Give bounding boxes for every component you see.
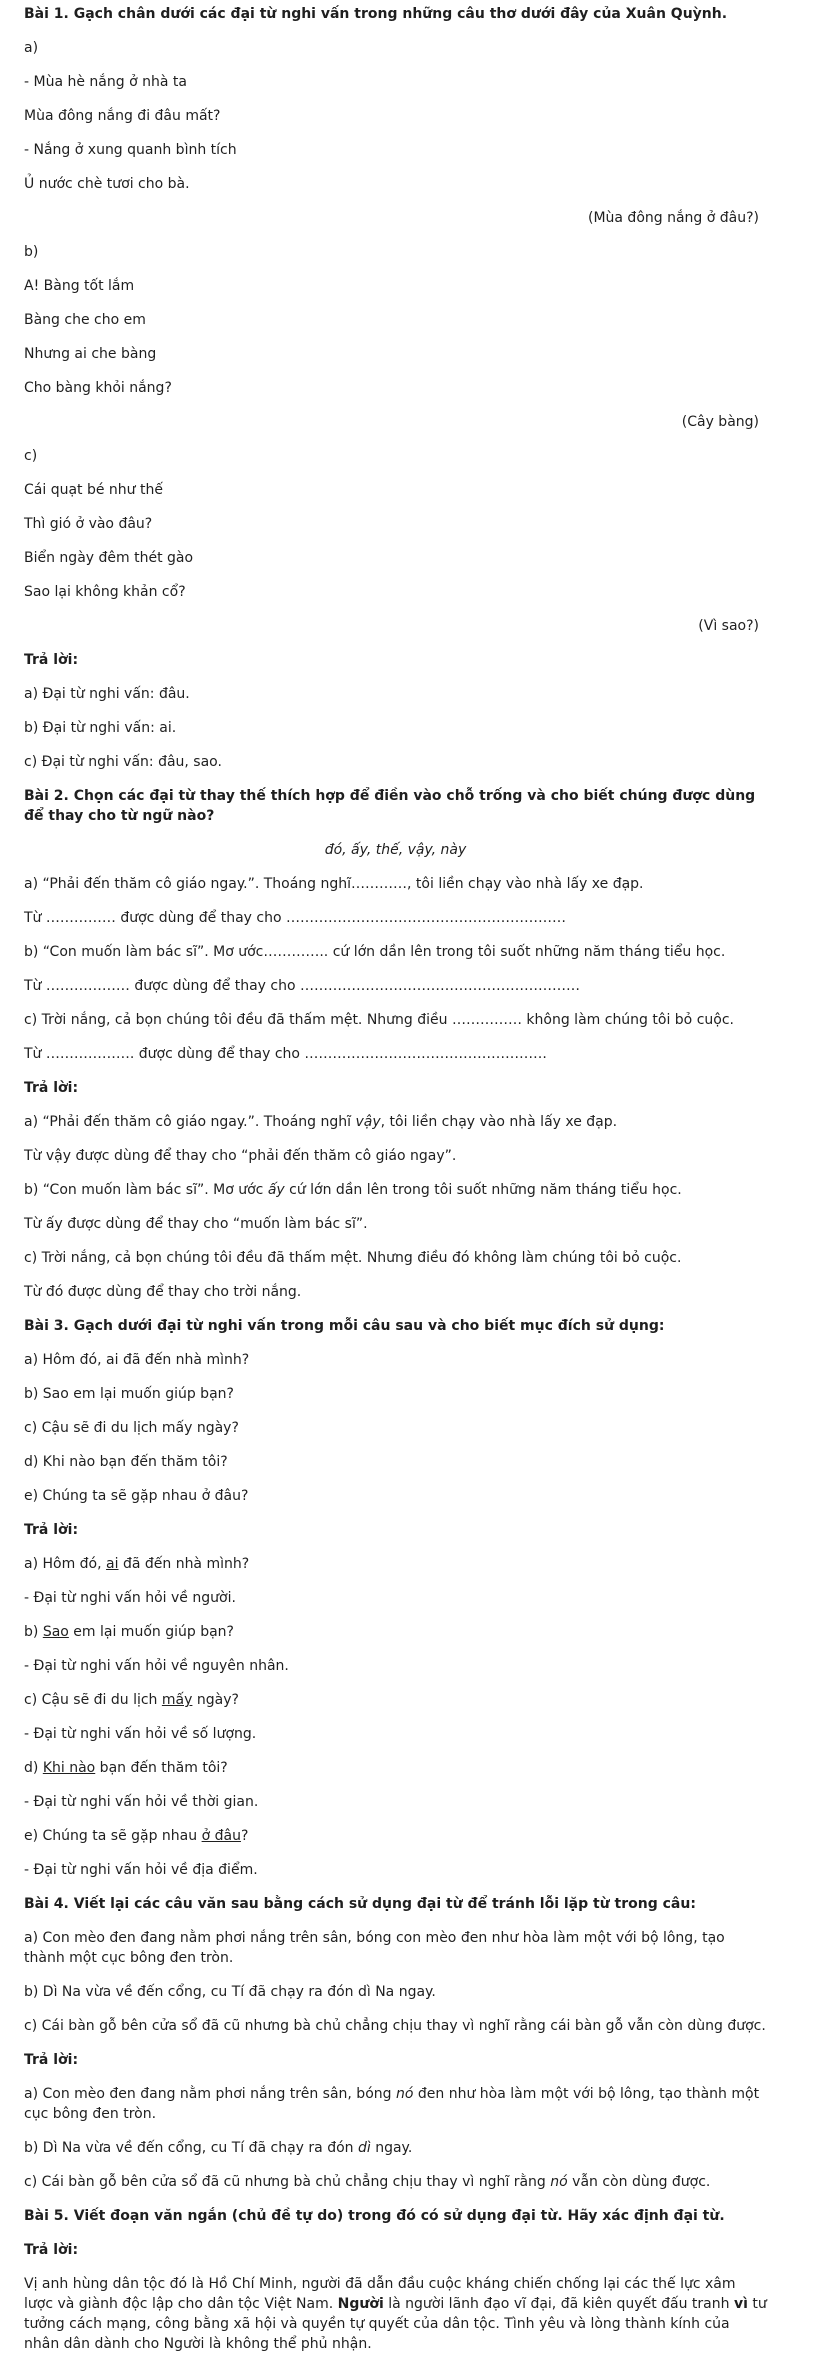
poem-line: Nhưng ai che bàng bbox=[24, 346, 157, 362]
poem-line: - Mùa hè nắng ở nhà ta bbox=[24, 74, 187, 90]
answer-line: a) Đại từ nghi vấn: đâu. bbox=[24, 686, 190, 702]
answer-text: b) “Con muốn làm bác sĩ”. Mơ ước bbox=[24, 1182, 268, 1198]
bai5-title: Bài 5. Viết đoạn văn ngắn (chủ đề tự do) trong đó có sử dụng đại từ. Hãy xác định đại từ. bbox=[24, 2208, 725, 2224]
answer-line: Từ vậy được dùng để thay cho “phải đến thăm cô giáo ngay”. bbox=[24, 1148, 457, 1164]
answer-pronoun: dì bbox=[357, 2140, 371, 2156]
answer-line bbox=[24, 2138, 767, 2158]
answer-line bbox=[24, 1112, 767, 1132]
answer-text: b) bbox=[24, 1624, 43, 1640]
answer-text: e) Chúng ta sẽ gặp nhau bbox=[24, 1828, 202, 1844]
bold-pronoun: Người bbox=[337, 2296, 384, 2312]
answer-line: c) Trời nắng, cả bọn chúng tôi đều đã thấm mệt. Nhưng điều đó không làm chúng tôi bỏ cuộc. bbox=[24, 1250, 682, 1266]
poem-source: (Mùa đông nắng ở đâu?) bbox=[587, 210, 759, 226]
bai1-part-a-label: a) bbox=[24, 40, 39, 56]
answer-text: Vị anh hùng dân tộc đó là Hồ Chí Minh, người đã dẫn đầu cuộc kháng chiến chống lại các thế lực xâm lược và giành độc lập cho dân tộc Việt Nam. bbox=[24, 2276, 736, 2312]
question-line: a) Con mèo đen đang nằm phơi nắng trên sân, bóng con mèo đen như hòa làm một với bộ lông, tạo thành một cục bông đen tròn. bbox=[24, 1930, 725, 1966]
question-line: d) Khi nào bạn đến thăm tôi? bbox=[24, 1454, 228, 1470]
question-line: a) Hôm đó, ai đã đến nhà mình? bbox=[24, 1352, 250, 1368]
bai4-title: Bài 4. Viết lại các câu văn sau bằng cách sử dụng đại từ để tránh lỗi lặp từ trong câu: bbox=[24, 1896, 696, 1912]
answer-label: Trả lời: bbox=[24, 652, 79, 668]
bai1-part-b-label: b) bbox=[24, 244, 39, 260]
question-line: a) “Phải đến thăm cô giáo ngay.”. Thoáng nghĩ…………, tôi liền chạy vào nhà lấy xe đạp. bbox=[24, 876, 644, 892]
answer-label: Trả lời: bbox=[24, 1522, 79, 1538]
question-line: Từ ……………… được dùng để thay cho …………………………………………………… bbox=[24, 978, 580, 994]
poem-line: Mùa đông nắng đi đâu mất? bbox=[24, 108, 221, 124]
bai3-title: Bài 3. Gạch dưới đại từ nghi vấn trong mỗi câu sau và cho biết mục đích sử dụng: bbox=[24, 1318, 665, 1334]
answer-label: Trả lời: bbox=[24, 2242, 79, 2258]
answer-text: a) Con mèo đen đang nằm phơi nắng trên sân, bóng bbox=[24, 2086, 396, 2102]
underlined-pronoun: ai bbox=[106, 1556, 119, 1572]
answer-pronoun: nó bbox=[550, 2174, 568, 2190]
answer-note: - Đại từ nghi vấn hỏi về địa điểm. bbox=[24, 1862, 258, 1878]
answer-line: Từ ấy được dùng để thay cho “muốn làm bác sĩ”. bbox=[24, 1216, 368, 1232]
answer-label: Trả lời: bbox=[24, 1080, 79, 1096]
question-line: Từ …………… được dùng để thay cho …………………………………………………… bbox=[24, 910, 566, 926]
answer-line: c) Đại từ nghi vấn: đâu, sao. bbox=[24, 754, 222, 770]
answer-line bbox=[24, 1180, 767, 1200]
question-line: e) Chúng ta sẽ gặp nhau ở đâu? bbox=[24, 1488, 249, 1504]
bai1-title: Bài 1. Gạch chân dưới các đại từ nghi vấn trong những câu thơ dưới đây của Xuân Quỳnh. bbox=[24, 6, 728, 22]
question-line: c) Cậu sẽ đi du lịch mấy ngày? bbox=[24, 1420, 239, 1436]
answer-text: a) “Phải đến thăm cô giáo ngay.”. Thoáng nghĩ bbox=[24, 1114, 356, 1130]
answer-text: đen như hòa làm một với bộ lông, tạo thành một cục bông đen tròn. bbox=[24, 2086, 760, 2122]
underlined-pronoun: mấy bbox=[161, 1692, 193, 1708]
poem-line: Biển ngày đêm thét gào bbox=[24, 550, 194, 566]
poem-line: A! Bàng tốt lắm bbox=[24, 278, 135, 294]
answer-pronoun: ấy bbox=[267, 1182, 285, 1198]
bai2-title: Bài 2. Chọn các đại từ thay thế thích hợp để điền vào chỗ trống và cho biết chúng được dùng để thay cho từ ngữ nào? bbox=[24, 788, 756, 824]
answer-text: bạn đến thăm tôi? bbox=[95, 1760, 228, 1776]
underlined-pronoun: ở đâu bbox=[201, 1828, 241, 1844]
answer-line: b) Đại từ nghi vấn: ai. bbox=[24, 720, 177, 736]
bai1-part-c-label: c) bbox=[24, 448, 38, 464]
poem-line: Cái quạt bé như thế bbox=[24, 482, 163, 498]
answer-note: - Đại từ nghi vấn hỏi về nguyên nhân. bbox=[24, 1658, 289, 1674]
answer-note: - Đại từ nghi vấn hỏi về thời gian. bbox=[24, 1794, 259, 1810]
underlined-pronoun: Khi nào bbox=[42, 1760, 96, 1776]
question-line: c) Trời nắng, cả bọn chúng tôi đều đã thấm mệt. Nhưng điều …………… không làm chúng tôi bỏ cuộc. bbox=[24, 1012, 734, 1028]
answer-pronoun: nó bbox=[395, 2086, 414, 2102]
answer-line bbox=[24, 2172, 767, 2192]
bold-pronoun: vì bbox=[733, 2296, 748, 2312]
poem-line: Sao lại không khản cổ? bbox=[24, 584, 186, 600]
answer-text: b) Dì Na vừa về đến cổng, cu Tí đã chạy ra đón bbox=[24, 2140, 358, 2156]
question-line: b) “Con muốn làm bác sĩ”. Mơ ước………….. cứ lớn dần lên trong tôi suốt những năm tháng tiểu học. bbox=[24, 944, 726, 960]
answer-line: Từ đó được dùng để thay cho trời nắng. bbox=[24, 1284, 302, 1300]
answer-label: Trả lời: bbox=[24, 2052, 79, 2068]
answer-text: c) Cậu sẽ đi du lịch bbox=[24, 1692, 162, 1708]
answer-text: a) Hôm đó, bbox=[24, 1556, 107, 1572]
word-bank: đó, ấy, thế, vậy, này bbox=[324, 842, 467, 858]
answer-text: là người lãnh đạo vĩ đại, đã kiên quyết đấu tranh bbox=[383, 2296, 734, 2312]
poem-line: Bàng che cho em bbox=[24, 312, 146, 328]
question-line: b) Dì Na vừa về đến cổng, cu Tí đã chạy ra đón dì Na ngay. bbox=[24, 1984, 436, 2000]
answer-text: c) Cái bàn gỗ bên cửa sổ đã cũ nhưng bà chủ chẳng chịu thay vì nghĩ rằng bbox=[24, 2174, 551, 2190]
answer-line bbox=[24, 1554, 767, 1574]
poem-source: (Vì sao?) bbox=[698, 618, 759, 634]
answer-note: - Đại từ nghi vấn hỏi về người. bbox=[24, 1590, 236, 1606]
answer-line bbox=[24, 1758, 767, 1778]
answer-text: em lại muốn giúp bạn? bbox=[68, 1624, 234, 1640]
answer-text: vẫn còn dùng được. bbox=[567, 2174, 711, 2190]
answer-text: , tôi liền chạy vào nhà lấy xe đạp. bbox=[380, 1114, 618, 1130]
answer-text: d) bbox=[24, 1760, 43, 1776]
answer-text: ngày? bbox=[192, 1692, 239, 1708]
answer-line bbox=[24, 1826, 767, 1846]
poem-source: (Cây bàng) bbox=[681, 414, 759, 430]
poem-line: Thì gió ở vào đâu? bbox=[24, 516, 153, 532]
underlined-pronoun: Sao bbox=[42, 1624, 69, 1640]
question-line: Từ ………………. được dùng để thay cho ……………………………………………. bbox=[24, 1046, 547, 1062]
answer-text: tư tưởng cách mạng, công bằng xã hội và quyền tự quyết của dân tộc. Tình yêu và lòng thành kính của nhân dân dành cho Người là không thể phủ nhận. bbox=[24, 2296, 767, 2352]
answer-line bbox=[24, 1690, 767, 1710]
answer-note: - Đại từ nghi vấn hỏi về số lượng. bbox=[24, 1726, 257, 1742]
answer-pronoun: vậy bbox=[355, 1114, 381, 1130]
answer-line bbox=[24, 1622, 767, 1642]
answer-text: ? bbox=[240, 1828, 249, 1844]
question-line: c) Cái bàn gỗ bên cửa sổ đã cũ nhưng bà chủ chẳng chịu thay vì nghĩ rằng cái bàn gỗ vẫn còn dùng được. bbox=[24, 2018, 766, 2034]
answer-line bbox=[24, 2084, 767, 2124]
answer-text: đã đến nhà mình? bbox=[118, 1556, 250, 1572]
answer-text: ngay. bbox=[370, 2140, 413, 2156]
poem-line: - Nắng ở xung quanh bình tích bbox=[24, 142, 237, 158]
answer-paragraph bbox=[24, 2274, 767, 2354]
poem-line: Cho bàng khỏi nắng? bbox=[24, 380, 172, 396]
question-line: b) Sao em lại muốn giúp bạn? bbox=[24, 1386, 234, 1402]
poem-line: Ủ nước chè tươi cho bà. bbox=[24, 176, 190, 192]
answer-text: cứ lớn dần lên trong tôi suốt những năm tháng tiểu học. bbox=[284, 1182, 682, 1198]
